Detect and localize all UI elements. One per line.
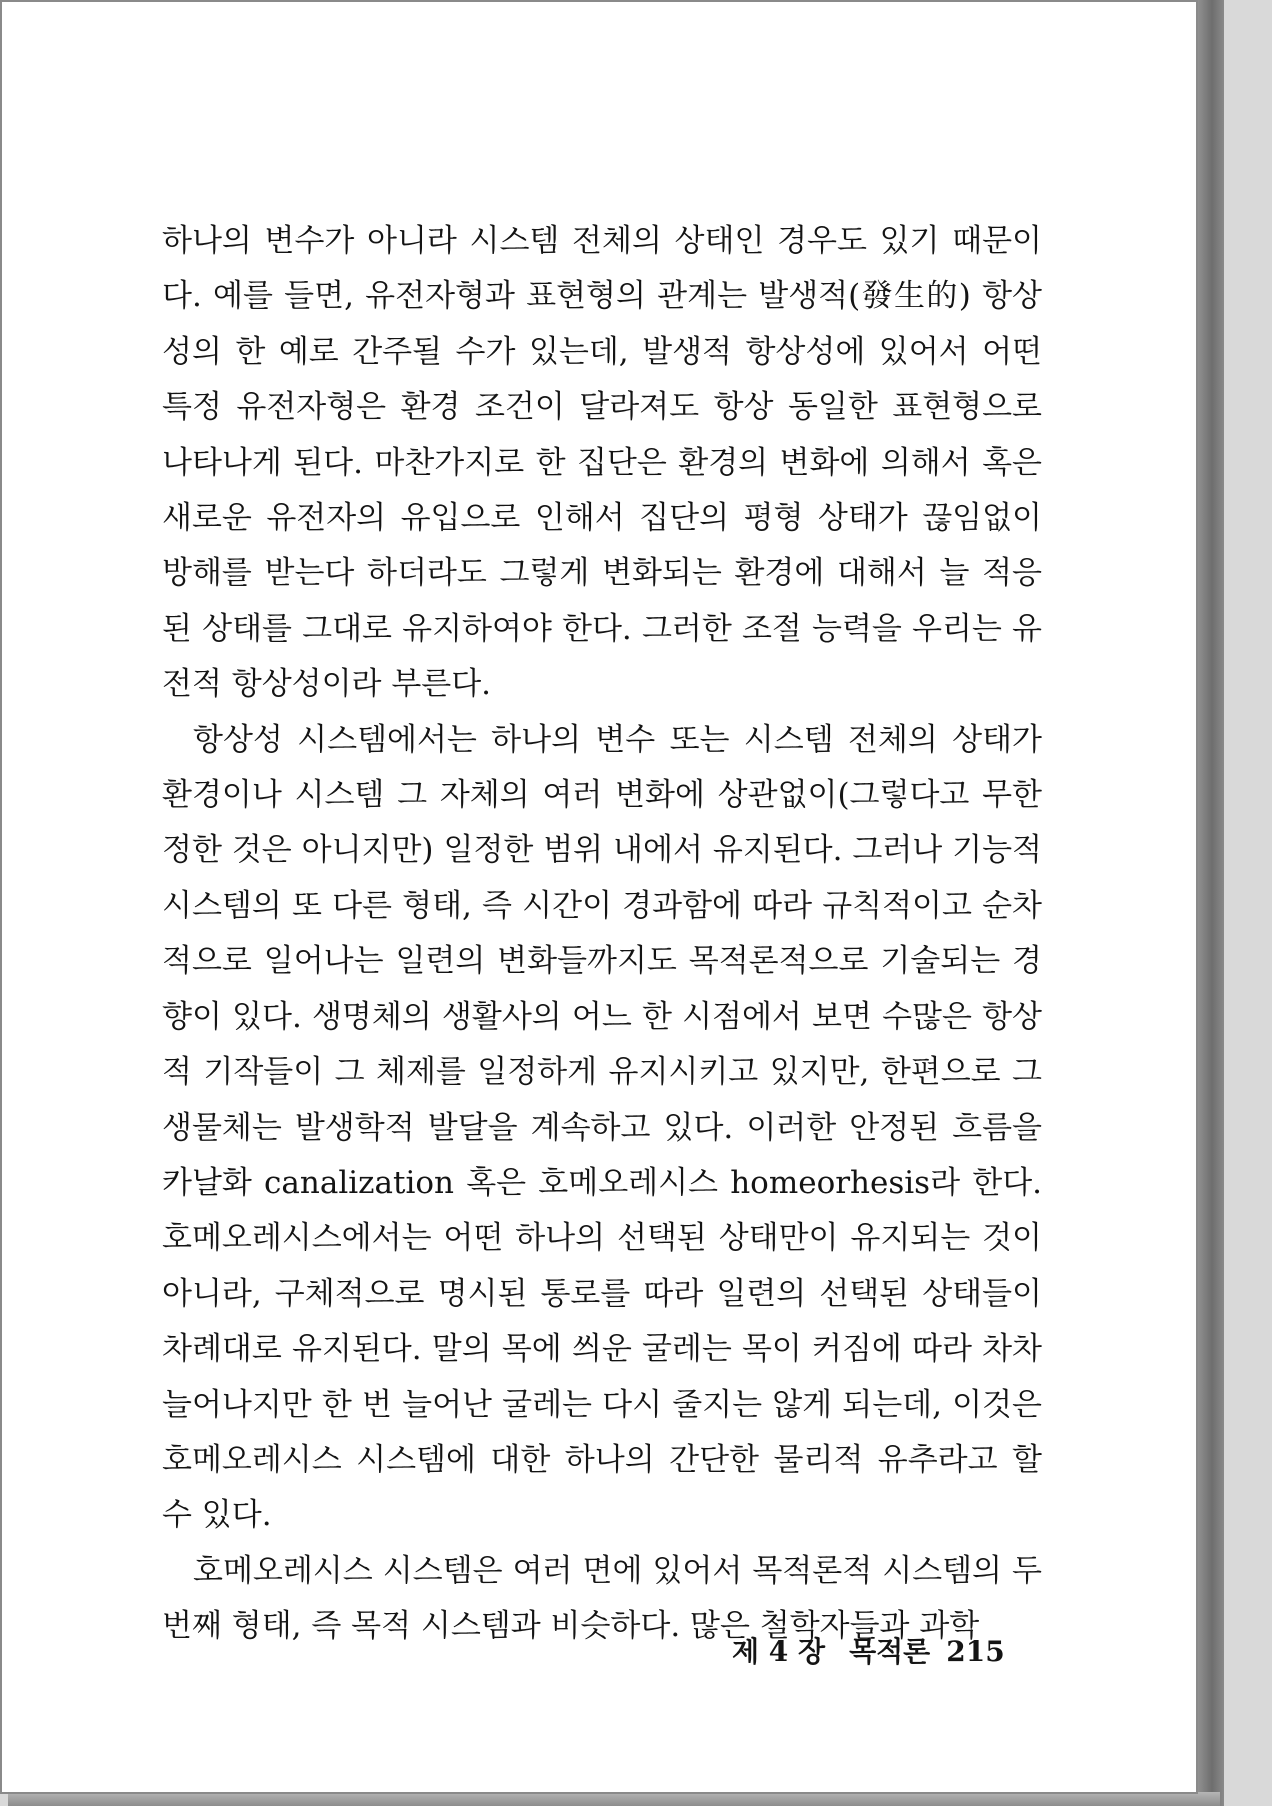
paragraph-1: 하나의 변수가 아니라 시스템 전체의 상태인 경우도 있기 때문이다. 예를 들면, 유전자형과 표현형의 관계는 발생적(發生的) 항상성의 한 예로 간주될 수가 있는데, 발생적 항상성에 있어서 어떤 특정 유전자형은 환경 조건이 달라져도 항상 동일한 표현형으로 나타나게 된다. 마찬가지로 한 집단은 환경의 변화에 의해서 혹은 새로운 유전자의 유입으로 인해서 집단의 평형 상태가 끊임없이 방해를 받는다 하더라도 그렇게 변화되는 환경에 대해서 늘 적응된 상태를 그대로 유지하여야 한다. 그러한 조절 능력을 우리는 유전적 항상성이라 부른다. (162, 223, 1042, 703)
body-text (162, 214, 1042, 1655)
running-footer (732, 1630, 1052, 1670)
paragraph-3: 호메오레시스 시스템은 여러 면에 있어서 목적론적 시스템의 두번째 형태, 즉 목적 시스템과 비슷하다. 많은 철학자들과 과학 (162, 1552, 1042, 1645)
footer-title: 목적론 (849, 1635, 931, 1668)
page-number: 215 (946, 1635, 1005, 1668)
page-bottom-shadow (8, 1792, 1220, 1806)
paragraph-2: 항상성 시스템에서는 하나의 변수 또는 시스템 전체의 상태가 환경이나 시스템 그 자체의 여러 변화에 상관없이(그렇다고 무한정한 것은 아니지만) 일정한 범위 내에서 유지된다. 그러나 기능적 시스템의 또 다른 형태, 즉 시간이 경과함에 따라 규칙적이고 순차적으로 일어나는 일련의 변화들까지도 목적론적으로 기술되는 경향이 있다. 생명체의 생활사의 어느 한 시점에서 보면 수많은 항상적 기작들이 그 체제를 일정하게 유지시키고 있지만, 한편으로 그 생물체는 발생학적 발달을 계속하고 있다. 이러한 안정된 흐름을 카날화 canalization 혹은 호메오레시스 homeorhesis라 한다. 호메오레시스에서는 어떤 하나의 선택된 상태만이 유지되는 것이 아니라, 구체적으로 명시된 통로를 따라 일련의 선택된 상태들이 차례대로 유지된다. 말의 목에 씌운 굴레는 목이 커짐에 따라 차차 늘어나지만 한 번 늘어난 굴레는 다시 줄지는 않게 되는데, 이것은 호메오레시스 시스템에 대한 하나의 간단한 물리적 유추라고 할 수 있다. (162, 721, 1042, 1534)
page-edge-shadow (1194, 0, 1224, 1806)
footer-chapter: 제 4 장 (732, 1635, 826, 1668)
